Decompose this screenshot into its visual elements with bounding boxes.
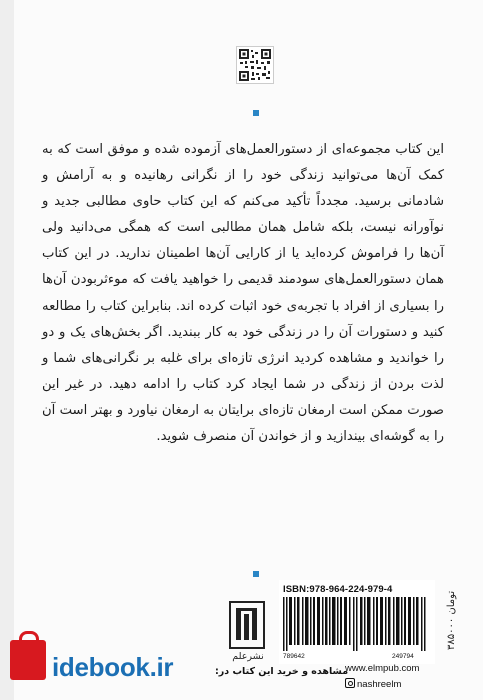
instagram-handle[interactable] <box>345 678 401 690</box>
instagram-icon <box>345 678 355 688</box>
spine-edge <box>0 0 14 700</box>
qr-code-icon <box>236 46 274 84</box>
accent-square-top <box>253 110 259 116</box>
accent-square-bottom <box>253 571 259 577</box>
price-label: ۳۸۵۰۰۰ تومان <box>446 590 457 650</box>
website-link[interactable]: www.elmpub.com <box>345 663 420 674</box>
isbn-label: ISBN:978-964-224-979-4 <box>283 584 393 595</box>
barcode-bars <box>283 597 431 651</box>
shopping-bag-icon <box>10 640 46 680</box>
watermark-text: idebook.ir <box>52 652 174 682</box>
instagram-handle-text: nashreelm <box>357 679 402 690</box>
price-label-box <box>440 580 470 660</box>
buy-text: مشاهده و خرید این کتاب در: <box>215 666 349 677</box>
barcode-digits-left: 789642 <box>283 653 305 660</box>
blurb-text: این کتاب مجموعه‌ای از دستورالعمل‌های آزموده شده و موفق است که به کمک آن‌ها می‌توانید زندگی خود را از نگرانی رهانیده و به آرامش و شادمانی برسید. مجدداً تأکید می‌کنم که این کتاب حاوی مطالبی جدید و نوآورانه نیست، بلکه شامل همان مطالبی است که همگی می‌دانید ولی آن‌ها را فراموش کرده‌اید یا از کارایی آن‌ها اطمینان ندارید. در این کتاب همان دستورالعمل‌های سودمند قدیمی را خواهید یافت که موءثربودن آن‌ها را بسیاری از افراد با تجربه‌ی خود اثبات کرده اند. بنابراین کتاب را مطالعه کنید و دستورات آن را در زندگی خود به کار ببندید. اگر بخش‌های یک و دو را خواندید و مشاهده کردید انرژی تازه‌ای برای غلبه بر نگرانی‌های شما و لذت بردن از زندگی در شما ایجاد کرد کتاب را ادامه دهید. در غیر این صورت ممکن است ارمغان تازه‌ای برایتان به ارمغان نیاورد و بهتر است آن را به گوشه‌ای بیندازید و از خواندن آن منصرف شوید. <box>42 142 444 445</box>
publisher-logo-icon <box>228 600 266 650</box>
publisher-name: نشرعلم <box>232 651 264 662</box>
barcode-digits-right: 249794 <box>392 653 414 660</box>
